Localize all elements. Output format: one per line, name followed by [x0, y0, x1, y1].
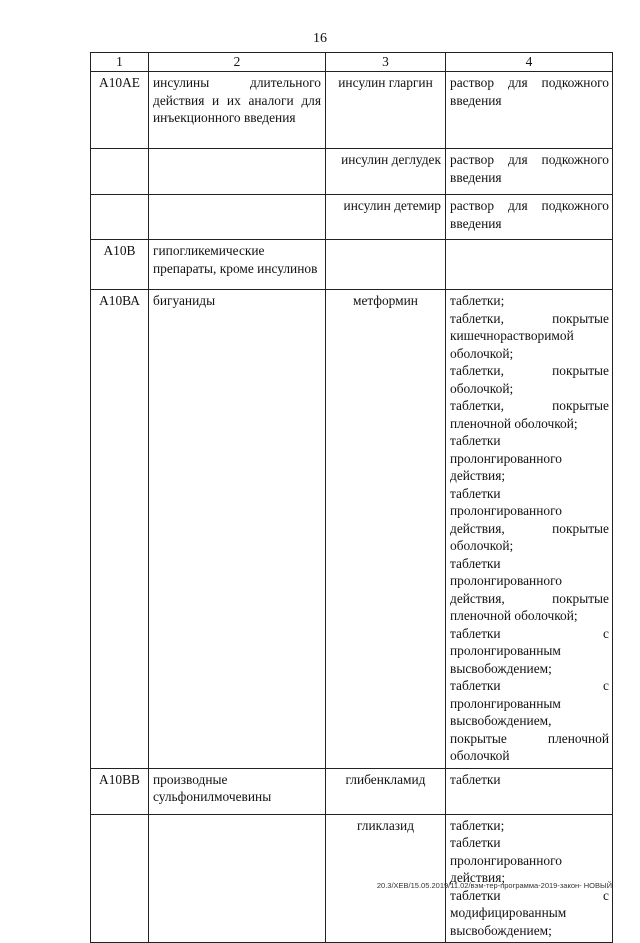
- dosage-form: таблетки пролонгированного действия, покрытые оболочкой;: [450, 485, 609, 553]
- dosage-form: таблетки пролонгированного действия, покрытые пленочной оболочкой;: [450, 555, 609, 623]
- atc-group: гипогликемические препараты, кроме инсулинов: [149, 240, 326, 290]
- dosage-forms: [446, 240, 613, 290]
- drug-name: метформин: [326, 290, 446, 769]
- column-header: 4: [446, 53, 613, 72]
- dosage-forms: [446, 195, 613, 240]
- atc-group: [149, 195, 326, 240]
- column-header: 3: [326, 53, 446, 72]
- dosage-form: раствор для подкожного введения: [450, 75, 609, 108]
- drug-name: [326, 240, 446, 290]
- atc-code: [91, 195, 149, 240]
- dosage-form: таблетки с пролонгированным высвобождением;: [450, 625, 609, 676]
- table-row: [91, 149, 613, 195]
- page-number: 16: [313, 31, 327, 46]
- table-row: [91, 814, 613, 943]
- drug-list-table: [90, 52, 613, 943]
- table-row: [91, 768, 613, 814]
- atc-group: [149, 814, 326, 943]
- table-header-row: [91, 53, 613, 72]
- dosage-form: таблетки, покрытые оболочкой;: [450, 363, 609, 396]
- dosage-form: таблетки с модифицированным высвобождением;: [450, 887, 609, 938]
- atc-code: А10В: [91, 240, 149, 290]
- column-header: 1: [91, 53, 149, 72]
- document-footer: 20.3/ХЕВ/15.05.2019/11.02/вэм-тер-программа-2019-закон- НОВЫЙ: [376, 881, 612, 890]
- dosage-form: раствор для подкожного введения: [450, 152, 609, 185]
- dosage-form: таблетки;: [450, 817, 505, 833]
- dosage-form: раствор для подкожного введения: [450, 198, 609, 231]
- dosage-forms: [446, 290, 613, 769]
- table-row: [91, 72, 613, 149]
- drug-name: гликлазид: [326, 814, 446, 943]
- dosage-form: таблетки с пролонгированным высвобождением, покрытые пленочной оболочкой: [450, 678, 609, 763]
- atc-code: А10ВА: [91, 290, 149, 769]
- dosage-form: таблетки, покрытые кишечнорастворимой оболочкой;: [450, 310, 609, 361]
- column-header: 2: [149, 53, 326, 72]
- drug-name: инсулин детемир: [326, 195, 446, 240]
- atc-code: [91, 814, 149, 943]
- atc-group: инсулины длительного действия и их аналоги для инъекционного введения: [149, 72, 326, 149]
- dosage-form: таблетки: [450, 771, 501, 787]
- dosage-form: таблетки, покрытые пленочной оболочкой;: [450, 398, 609, 431]
- table-row: [91, 240, 613, 290]
- dosage-forms: [446, 149, 613, 195]
- atc-group: бигуаниды: [149, 290, 326, 769]
- atc-code: А10АЕ: [91, 72, 149, 149]
- dosage-form: таблетки пролонгированного действия;: [450, 433, 562, 483]
- atc-code: А10ВВ: [91, 768, 149, 814]
- dosage-forms: [446, 768, 613, 814]
- dosage-forms: [446, 814, 613, 943]
- atc-group: [149, 149, 326, 195]
- atc-code: [91, 149, 149, 195]
- drug-name: инсулин гларгин: [326, 72, 446, 149]
- table-row: [91, 195, 613, 240]
- dosage-form: таблетки пролонгированного действия;: [450, 835, 562, 885]
- drug-name: глибенкламид: [326, 768, 446, 814]
- table-row: [91, 290, 613, 769]
- drug-name: инсулин деглудек: [326, 149, 446, 195]
- atc-group: производные сульфонилмочевины: [149, 768, 326, 814]
- dosage-forms: [446, 72, 613, 149]
- dosage-form: таблетки;: [450, 293, 505, 308]
